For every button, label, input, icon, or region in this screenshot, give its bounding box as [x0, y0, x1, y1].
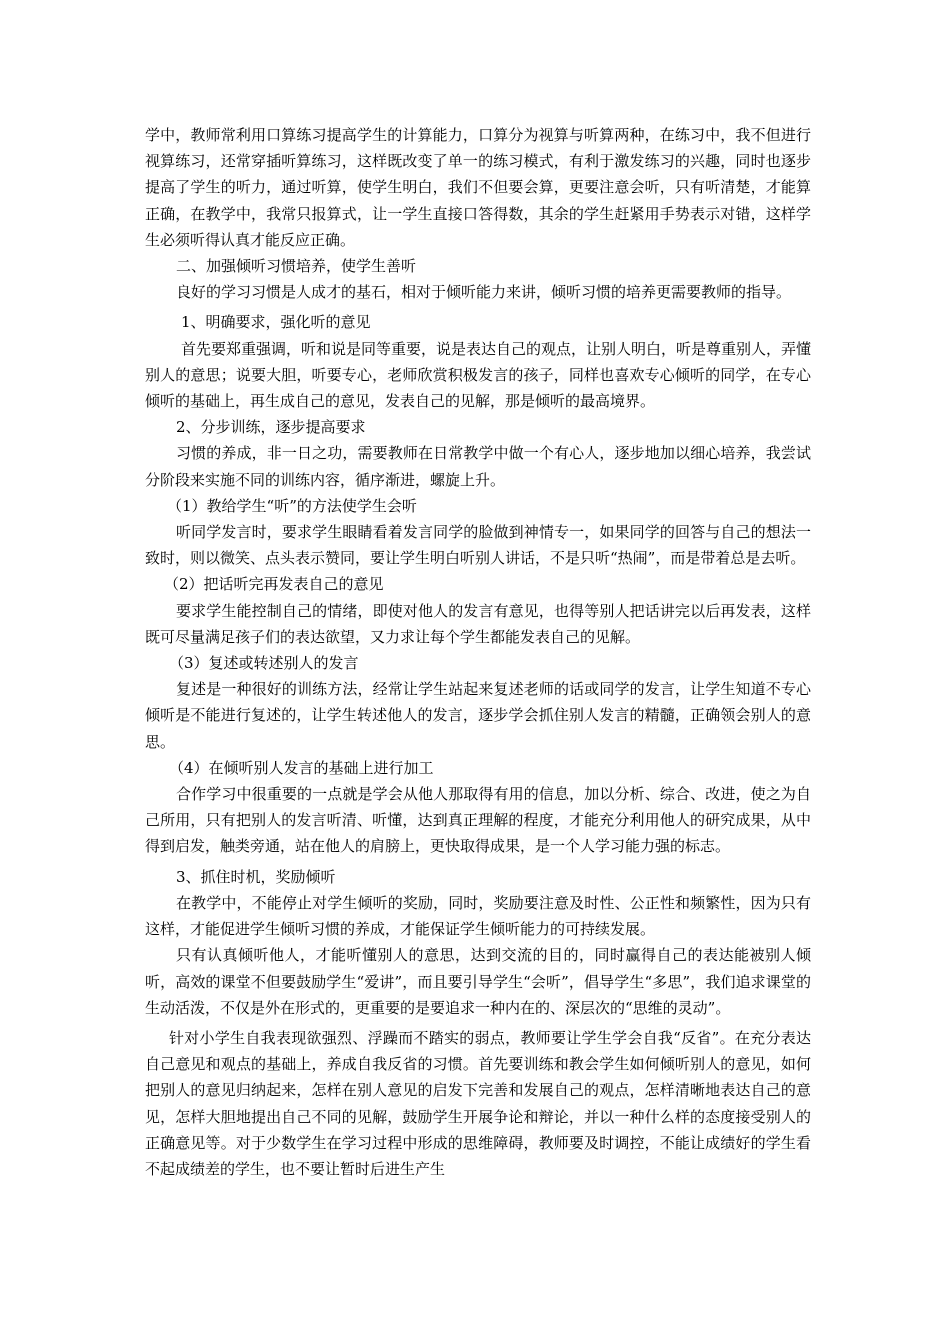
heading-sub-1: （1）教给学生“听”的方法使学生会听 — [167, 496, 417, 515]
heading-sub-4: （4）在倾听别人发言的基础上进行加工 — [169, 758, 434, 777]
heading-item-1: 1、明确要求，强化听的意见 — [181, 313, 371, 332]
paragraph-habits: 良好的学习习惯是人成才的基石，相对于倾听能力来讲，倾听习惯的培养更需要教师的指导。 — [176, 283, 792, 302]
paragraph-summary: 只有认真倾听他人，才能听懂别人的意思，达到交流的目的，同时赢得自己的表达能被别人倾听，高效的课堂不但要鼓励学生“爱讲”，而且要引导学生“会听”，倡导学生“多思”，我们追求课堂的生动活泼，不仅是外在形式的，更重要的是要追求一种内在的、深层次的“思维的灵动”。 — [145, 946, 811, 1017]
heading-item-3: 3、抓住时机，奖励倾听 — [176, 867, 336, 886]
heading-sub-3: （3）复述或转述别人的发言 — [169, 654, 359, 673]
document-body — [145, 122, 811, 1182]
paragraph-sub-2: 要求学生能控制自己的情绪，即使对他人的发言有意见，也得等别人把话讲完以后再发表，这样既可尽量满足孩子们的表达欲望，又力求让每个学生都能发表自己的见解。 — [145, 601, 811, 646]
heading-sub-2: （2）把话听完再发表自己的意见 — [164, 575, 384, 594]
paragraph-reflection: 针对小学生自我表现欲强烈、浮躁而不踏实的弱点，教师要让学生学会自我“反省”。在充分表达自己意见和观点的基础上，养成自我反省的习惯。首先要训练和教会学生如何倾听别人的意见，如何把别人的意见归纳起来，怎样在别人意见的启发下完善和发展自己的观点，怎样清晰地表达自己的意见，怎样大胆地提出自己不同的见解，鼓励学生开展争论和辩论，并以一种什么样的态度接受别人的正确意见等。对于少数学生在学习过程中形成的思维障碍，教师要及时调控，不能让成绩好的学生看不起成绩差的学生，也不要让暂时后进生产生 — [145, 1028, 811, 1178]
paragraph-item-1: 首先要郑重强调，听和说是同等重要，说是表达自己的观点，让别人明白，听是尊重别人，弄懂别人的意思；说要大胆，听要专心，老师欣赏积极发言的孩子，同样也喜欢专心倾听的同学，在专心倾听的基础上，再生成自己的意见，发表自己的见解，那是倾听的最高境界。 — [145, 339, 812, 411]
heading-section-2: 二、加强倾听习惯培养，使学生善听 — [176, 257, 417, 276]
paragraph-item-2: 习惯的养成，非一日之功，需要教师在日常教学中做一个有心人，逐步地加以细心培养，我尝试分阶段来实施不同的训练内容，循序渐进，螺旋上升。 — [145, 444, 811, 489]
paragraph-intro: 学中，教师常利用口算练习提高学生的计算能力，口算分为视算与听算两种，在练习中，我不但进行视算练习，还常穿插听算练习，这样既改变了单一的练习模式，有利于激发练习的兴趣，同时也逐步提高了学生的听力，通过听算，使学生明白，我们不但要会算，更要注意会听，只有听清楚，才能算正确，在教学中，我常只报算式，让一学生直接口答得数，其余的学生赶紧用手势表示对错，这样学生必须听得认真才能反应正确。 — [145, 126, 811, 249]
paragraph-sub-3: 复述是一种很好的训练方法，经常让学生站起来复述老师的话或同学的发言，让学生知道不专心倾听是不能进行复述的，让学生转述他人的发言，逐步学会抓住别人发言的精髓，正确领会别人的意思。 — [145, 680, 811, 751]
paragraph-sub-1: 听同学发言时，要求学生眼睛看着发言同学的脸做到神情专一，如果同学的回答与自己的想法一致时，则以微笑、点头表示赞同，要让学生明白听别人讲话，不是只听“热闹”，而是带着总是去听。 — [145, 523, 811, 568]
heading-item-2: 2、分步训练，逐步提高要求 — [176, 418, 366, 437]
paragraph-item-3: 在教学中，不能停止对学生倾听的奖励，同时，奖励要注意及时性、公正性和频繁性，因为只有这样，才能促进学生倾听习惯的养成，才能保证学生倾听能力的可持续发展。 — [145, 893, 811, 939]
paragraph-sub-4: 合作学习中很重要的一点就是学会从他人那取得有用的信息，加以分析、综合、改进，使之为自己所用，只有把别人的发言听清、听懂，达到真正理解的程度，才能充分利用他人的研究成果，从中得到启发，触类旁通，站在他人的肩膀上，更快取得成果，是一个人学习能力强的标志。 — [145, 785, 811, 856]
